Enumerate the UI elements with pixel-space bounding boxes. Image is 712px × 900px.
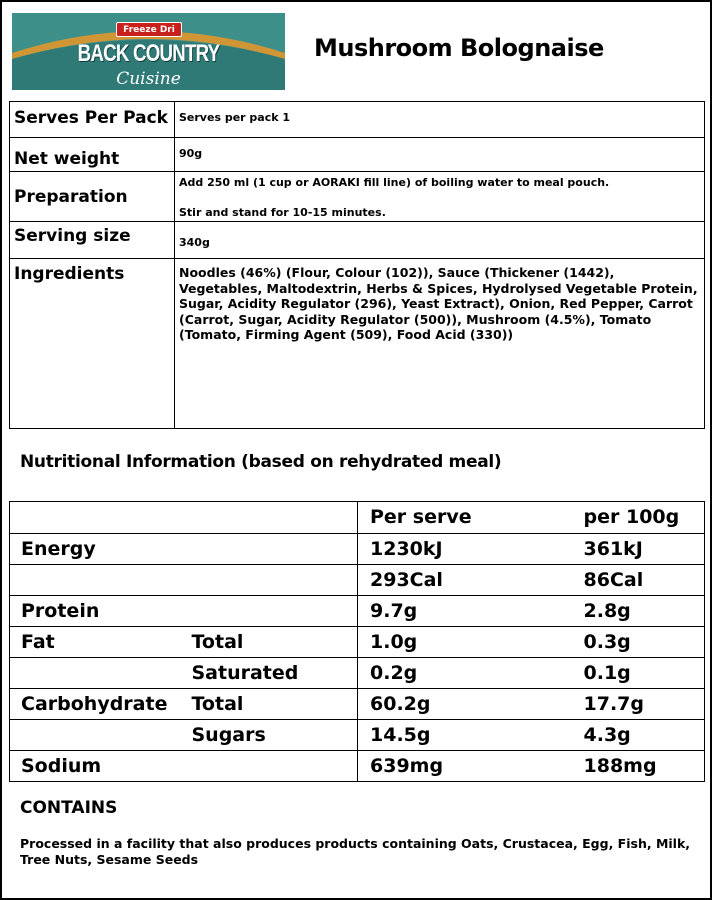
preparation-row — [10, 172, 705, 222]
product-info-table — [9, 101, 705, 429]
serving-size-row — [10, 222, 705, 259]
nutrition-row — [10, 720, 705, 751]
serving-size-value: 340g — [175, 222, 705, 259]
serving-size-label: Serving size — [10, 222, 175, 259]
per-serve-value: 293Cal — [358, 565, 572, 596]
ingredients-value: Noodles (46%) (Flour, Colour (102)), Sauce (Thickener (1442), Vegetables, Maltodextrin, Herbs & Spices, Hydrolysed Vegetable Protein, Sugar, Acidity Regulator (296), Yeast Extract), Onion, Red Pepper, Carrot (Carrot, Sugar, Acidity Regulator (500)), Mushroom (4.5%), Tomato (Tomato, Firming Agent (509), Food Acid (330)) — [175, 259, 705, 429]
nutrient-name — [10, 565, 182, 596]
nutrient-name: Protein — [10, 596, 182, 627]
per-serve-value: 60.2g — [358, 689, 572, 720]
nutrient-sub: Total — [182, 689, 358, 720]
contains-heading: CONTAINS — [20, 798, 118, 818]
per-100g-value: 17.7g — [572, 689, 705, 720]
nutrient-name: Sodium — [10, 751, 182, 782]
serves-label: Serves Per Pack — [10, 102, 175, 138]
per-100g-value: 4.3g — [572, 720, 705, 751]
per-serve-value: 0.2g — [358, 658, 572, 689]
nutrient-name — [10, 720, 182, 751]
weight-value: 90g — [175, 138, 705, 172]
per-serve-value: 639mg — [358, 751, 572, 782]
nutrient-name: Energy — [10, 534, 182, 565]
nutrition-table — [9, 501, 705, 782]
per-100g-value: 0.1g — [572, 658, 705, 689]
nutrition-row — [10, 565, 705, 596]
per-serve-value: 1230kJ — [358, 534, 572, 565]
nutrition-row — [10, 596, 705, 627]
per-serve-value: 1.0g — [358, 627, 572, 658]
product-title: Mushroom Bolognaise — [314, 34, 604, 62]
nutrient-sub — [182, 565, 358, 596]
preparation-label: Preparation — [10, 172, 175, 222]
nutrient-name — [10, 658, 182, 689]
weight-label: Net weight — [10, 138, 175, 172]
serves-row — [10, 102, 705, 138]
nutrient-sub — [182, 596, 358, 627]
nutrient-name: Carbohydrate — [10, 689, 182, 720]
per-100g-value: 86Cal — [572, 565, 705, 596]
ingredients-label: Ingredients — [10, 259, 175, 429]
back-country-logo — [12, 13, 285, 90]
nutrient-sub: Total — [182, 627, 358, 658]
nutrient-name: Fat — [10, 627, 182, 658]
per-serve-value: 14.5g — [358, 720, 572, 751]
nutrition-row — [10, 627, 705, 658]
preparation-line-1: Add 250 ml (1 cup or AORAKI fill line) of boiling water to meal pouch. — [179, 176, 610, 189]
logo-badge: Freeze Dri — [116, 22, 182, 37]
nutrition-row — [10, 751, 705, 782]
nutrient-sub — [182, 534, 358, 565]
serves-value: Serves per pack 1 — [175, 102, 705, 138]
nutrient-sub — [182, 751, 358, 782]
per-serve-value: 9.7g — [358, 596, 572, 627]
logo-main-text: BACK COUNTRY — [77, 40, 220, 67]
preparation-line-2: Stir and stand for 10-15 minutes. — [179, 206, 386, 219]
per-100g-value: 188mg — [572, 751, 705, 782]
nutrition-header-row — [10, 502, 705, 534]
nutrition-row — [10, 689, 705, 720]
per-100g-value: 2.8g — [572, 596, 705, 627]
weight-row — [10, 138, 705, 172]
ingredients-row — [10, 259, 705, 429]
per-serve-header: Per serve — [358, 502, 572, 534]
nutrition-row — [10, 534, 705, 565]
per-100g-value: 361kJ — [572, 534, 705, 565]
nutrient-sub: Saturated — [182, 658, 358, 689]
per-100g-header: per 100g — [572, 502, 705, 534]
logo-sub-text: Cuisine — [116, 69, 181, 89]
nutrition-row — [10, 658, 705, 689]
nutrition-heading: Nutritional Information (based on rehydrated meal) — [20, 452, 502, 472]
nutrient-sub: Sugars — [182, 720, 358, 751]
preparation-value — [175, 172, 705, 222]
contains-text: Processed in a facility that also produces products containing Oats, Crustacea, Egg, Fish, Milk, Tree Nuts, Sesame Seeds — [20, 836, 691, 867]
per-100g-value: 0.3g — [572, 627, 705, 658]
